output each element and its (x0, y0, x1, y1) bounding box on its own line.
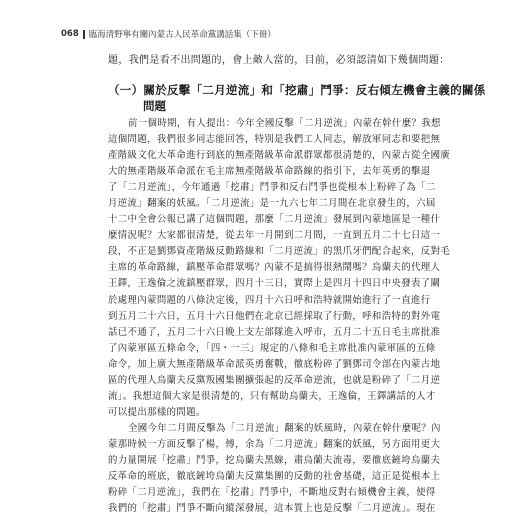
body-line: 我們的「挖肅」鬥爭不斷向縱深發展，這本質上也是反擊「二月逆流」。現在 (108, 503, 436, 515)
body-line: 可以提出那樣的問題。 (108, 406, 206, 418)
body-text (108, 116, 480, 517)
body-line: 於處理內蒙問題的八條決定後，四月十六日呼和浩特就開始進行了一直進行 (108, 294, 431, 306)
page-number: 068 (61, 29, 79, 39)
body-line: 到五月二十六日，五月十六日他們在北京已經採取了行動，呼和浩特的對外電 (108, 310, 441, 322)
body-line: 王鐸，王逸倫之流鎮壓群眾，四月十三日，實際上是四月十四日中央發表了關 (108, 278, 441, 290)
body-line: 的力量開展「挖肅」鬥爭，挖烏蘭夫黑線，肅烏蘭夫流毒，要徹底鏟垮烏蘭夫 (108, 454, 441, 466)
book-title: 臨海清野寧有關內蒙古人民革命黨講話集（下冊） (88, 30, 276, 40)
header-divider (83, 30, 85, 39)
body-line: 命令，加上廣大無產階級革命派英勇奮戰，徹底粉碎了劉鄧司令部在內蒙古地 (108, 358, 441, 370)
body-line: 反革命的班底，徹底鏟垮烏蘭夫反黨集團的反動的社會基礎，這正是從根本上 (108, 471, 441, 483)
running-header (61, 28, 276, 40)
body-line: 段，不正是劉鄧資產階級反動路線和「二月逆流」的黑爪牙們配合起來，反對毛 (108, 246, 451, 258)
section-heading (108, 82, 488, 114)
body-line: 全國今年二月間反擊為「二月逆流」翻案的妖風時，內蒙在幹什麼呢？內 (128, 422, 441, 434)
body-line: 了內蒙軍區五條命令，「四・一三」規定的八條和毛主席批准內蒙軍區的五條 (108, 342, 436, 354)
body-line: 了「二月逆流」，今年通過「挖肅」鬥爭和反右鬥爭也從根本上粉碎了為「二 (108, 182, 436, 194)
body-line: 蒙那時候一方面反擊了楊，傅，余為「二月逆流」翻案的妖風，另方面用更大 (108, 438, 441, 450)
body-line: 粉碎「二月逆流」，我們在「挖肅」鬥爭中，不斷地反對右傾機會主義，使得 (108, 487, 436, 499)
body-line: 區的代理人烏蘭夫反黨叛國集團擴張起的反革命逆流，也就是粉碎了「二月逆 (108, 374, 441, 386)
body-line: 前一個時期，有人提出：今年全國反擊「二月逆流」內蒙在幹什麼？我想 (128, 118, 441, 129)
section-heading-line2: 問題 (143, 99, 166, 113)
body-line: 產階級文化大革命進行到底的無產階級革命派群眾都很清楚的，內蒙古從全國廣 (108, 150, 451, 162)
body-line: 月逆流」翻案的妖風。「二月逆流」是一九六七年二月間在北京發生的，六屆 (108, 198, 436, 210)
body-line: 十二中全會公報已講了這個問題，那麼「二月逆流」發展到內蒙地區是一種什 (108, 214, 441, 226)
body-line: 這個問題，我們很多同志能回答，特別是我們工人同志，解放軍同志和要把無 (108, 134, 441, 146)
body-line: 話已不通了，五月二十六日晚上支左部隊進入呼市，五月二十五日毛主席批准 (108, 326, 441, 338)
body-line: 主席的革命路線，鎮壓革命群眾嗎？內蒙不是搞得很熱鬧嗎？烏蘭夫的代理人 (108, 262, 441, 274)
body-line: 流」。我想這個大家是很清楚的，只有幫助烏蘭夫，王逸倫，王鐸講話的人才 (108, 390, 436, 402)
body-line: 大的無產階級革命派在毛主席無產階級革命路線的指引下，去年英勇的擊退 (108, 166, 431, 178)
section-heading-line1: （一）關於反擊「二月逆流」和「挖肅」鬥爭：反右傾左機會主義的關係 (108, 83, 486, 97)
body-line: 麼情況呢？大家都很清楚，從去年一月開到二月間，一直到五月二十七日這一 (108, 230, 441, 242)
lead-paragraph: 題，我們是看不出問題的，會上敵人當的，目前，必須認清如下幾個問題： (108, 55, 450, 66)
